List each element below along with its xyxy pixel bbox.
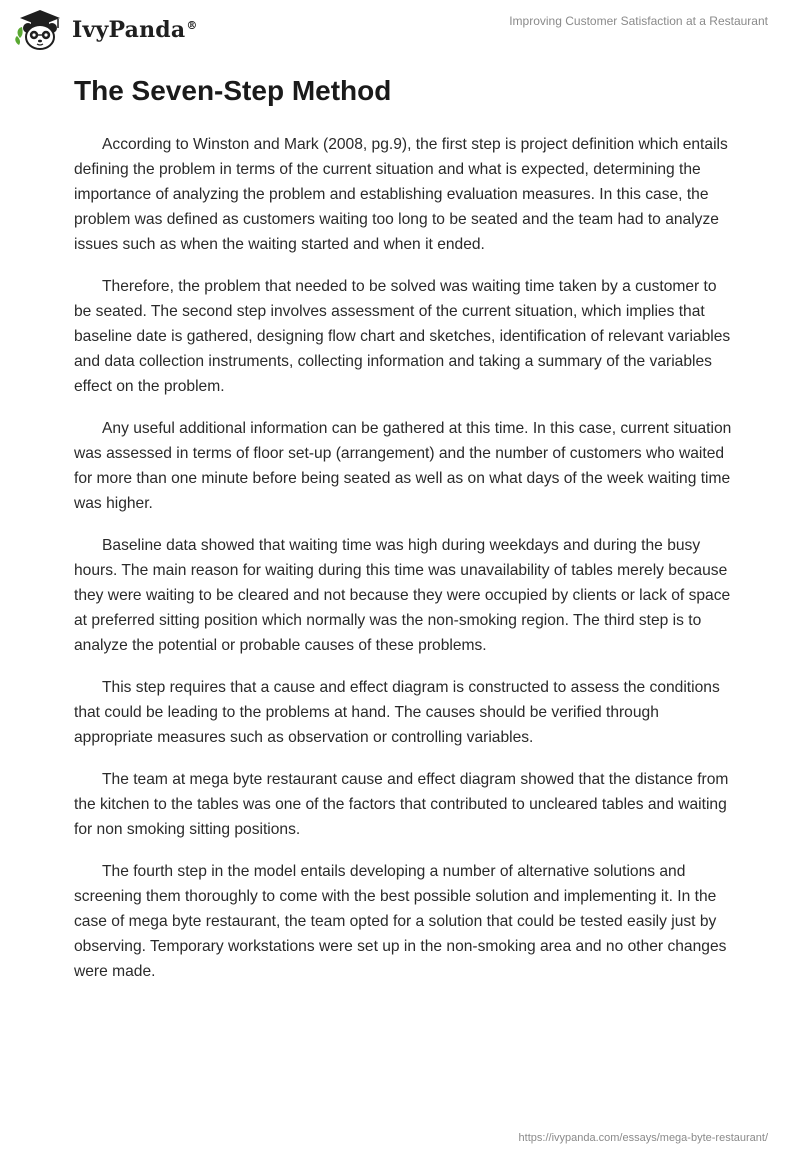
brand-name: IvyPanda® <box>72 17 198 43</box>
page-header <box>0 0 800 60</box>
source-url[interactable]: https://ivypanda.com/essays/mega-byte-restaurant/ <box>518 1132 768 1144</box>
panda-graduate-icon <box>14 8 66 52</box>
document-title: Improving Customer Satisfaction at a Restaurant <box>509 14 768 28</box>
paragraph-4: Baseline data showed that waiting time was high during weekdays and during the busy hours. The main reason for waiting during this time was unavailability of tables merely because they were waiting to be cleared and not because they were occupied by clients or lack of space at preferred sitting position which normally was the non-smoking region. The third step is to analyze the potential or probable causes of these problems. <box>74 537 731 654</box>
paragraph-7: The fourth step in the model entails developing a number of alternative solutions and screening them thoroughly to come with the best possible solution and implementing it. In the case of mega byte restaurant, the team opted for a solution that could be tested easily just by observing. Temporary workstations were set up in the non-smoking area and no other changes were made. <box>74 863 727 980</box>
registered-mark: ® <box>186 18 198 32</box>
paragraph-1: According to Winston and Mark (2008, pg.9), the first step is project definition which entails defining the problem in terms of the current situation and what is expected, determining the importance of analyzing the problem and establishing evaluation measures. In this case, the problem was defined as customers waiting too long to be seated and the team had to analyze issues such as when the waiting started and when it ended. <box>74 136 728 253</box>
paragraph-2: Therefore, the problem that needed to be solved was waiting time taken by a customer to be seated. The second step involves assessment of the current situation, which implies that baseline date is gathered, designing flow chart and sketches, identification of relevant variables and data collection instruments, collecting information and taking a summary of the variables effect on the problem. <box>74 278 731 395</box>
ivypanda-logo[interactable] <box>14 8 198 52</box>
paragraph-6: The team at mega byte restaurant cause and effect diagram showed that the distance from the kitchen to the tables was one of the factors that contributed to uncleared tables and waiting for non smoking sitting positions. <box>74 771 729 838</box>
section-heading: The Seven-Step Method <box>74 75 392 106</box>
article-body <box>74 132 734 1001</box>
paragraph-5: This step requires that a cause and effect diagram is constructed to assess the conditions that could be leading to the problems at hand. The causes should be verified through appropriate measures such as observation or controlling variables. <box>74 679 720 746</box>
paragraph-3: Any useful additional information can be gathered at this time. In this case, current situation was assessed in terms of floor set-up (arrangement) and the number of customers who waited for more than one minute before being seated as well as on what days of the week waiting time was higher. <box>74 420 732 512</box>
